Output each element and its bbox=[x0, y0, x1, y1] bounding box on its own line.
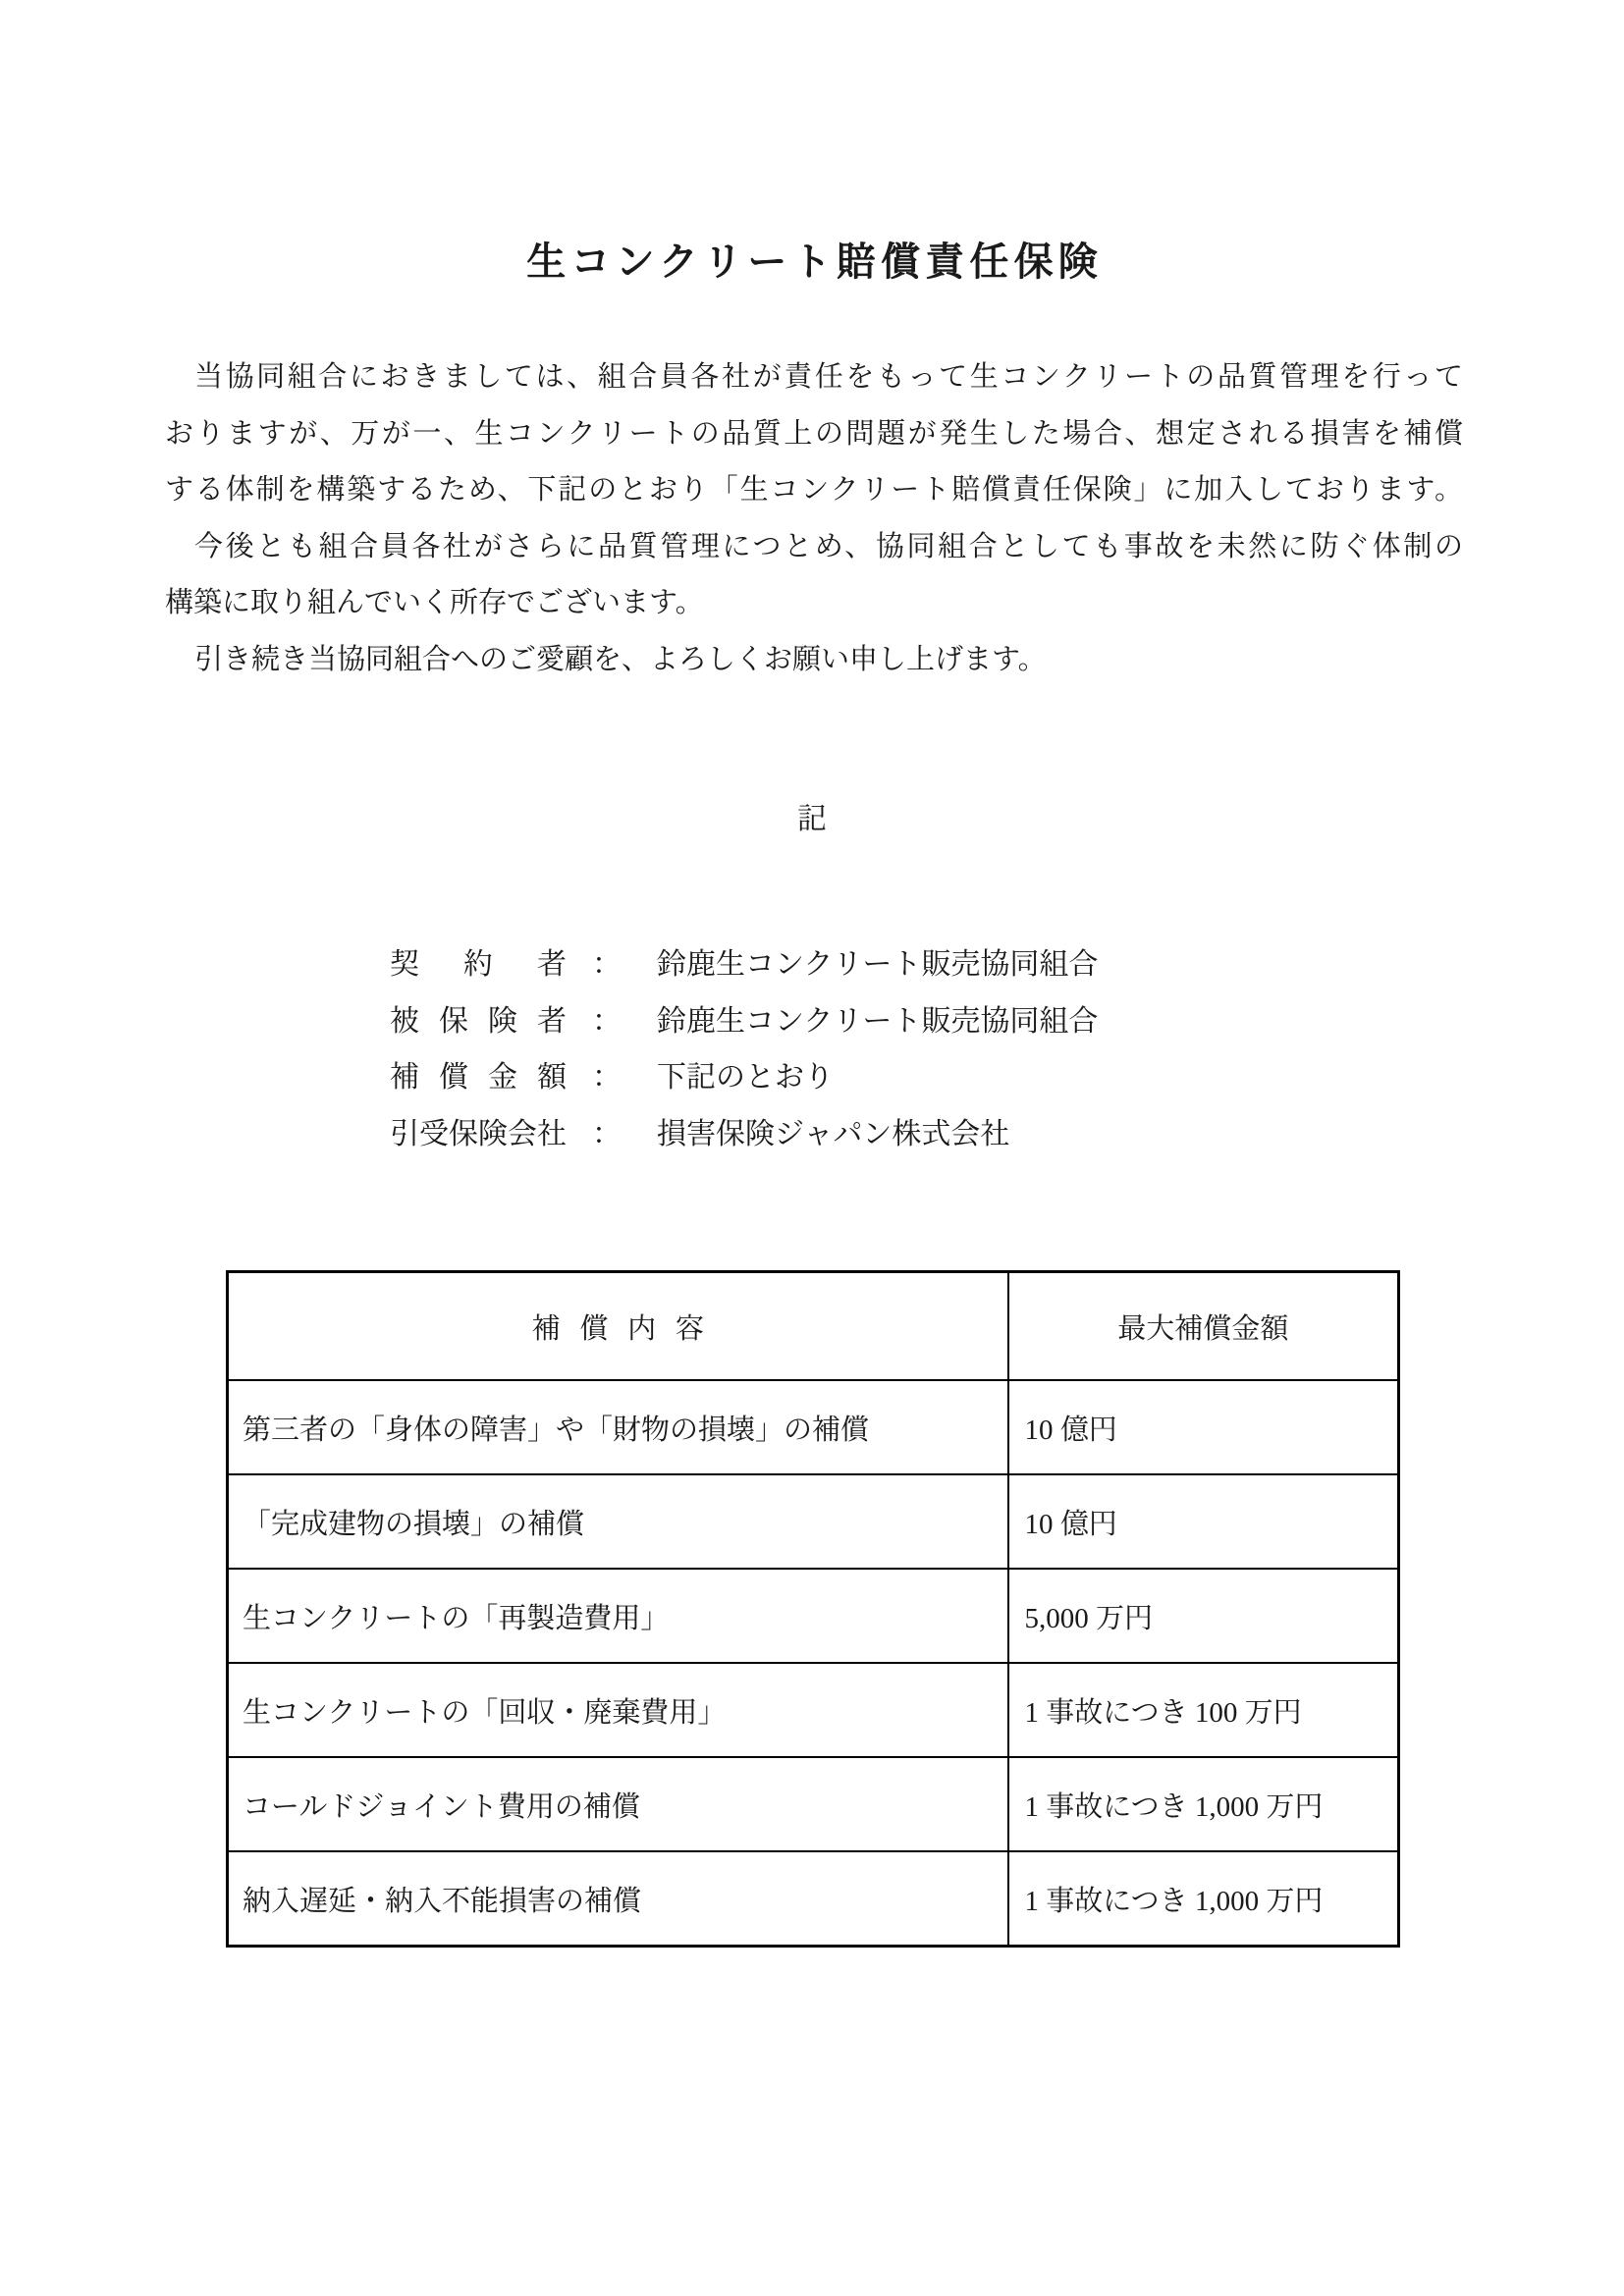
detail-row-underwriter bbox=[390, 1106, 1098, 1163]
body-text bbox=[165, 349, 1463, 688]
paragraph-line: 今後とも組合員各社がさらに品質管理につとめ、協同組合としても事故を未然に防ぐ体制の bbox=[194, 530, 1463, 562]
table-cell-amount: 1 事故につき 100 万円 bbox=[1008, 1663, 1399, 1757]
detail-label: 補償金額 bbox=[390, 1061, 567, 1094]
paragraph-line: する体制を構築するため、下記のとおり「生コンクリート賠償責任保険」に加入しております。 bbox=[165, 474, 1463, 506]
paragraph-line: 当協同組合におきましては、組合員各社が責任をもって生コンクリートの品質管理を行って bbox=[194, 361, 1463, 393]
table-row bbox=[228, 1569, 1399, 1663]
page-title: 生コンクリート賠償責任保険 bbox=[526, 239, 1103, 284]
paragraph-line: おりますが、万が一、生コンクリートの品質上の問題が発生した場合、想定される損害を補償 bbox=[165, 417, 1463, 450]
table-cell-amount: 5,000 万円 bbox=[1008, 1569, 1399, 1663]
detail-value: 鈴鹿生コンクリート販売協同組合 bbox=[657, 1004, 1099, 1038]
paragraph-line: 引き続き当協同組合へのご愛顧を、よろしくお願い申し上げます。 bbox=[194, 643, 1047, 675]
column-header-coverage: 補償内容 bbox=[228, 1272, 1008, 1381]
contract-details bbox=[390, 936, 1098, 1162]
detail-value: 鈴鹿生コンクリート販売協同組合 bbox=[657, 948, 1099, 981]
table-row bbox=[228, 1663, 1399, 1757]
table-cell-amount: 1 事故につき 1,000 万円 bbox=[1008, 1757, 1399, 1851]
table-row bbox=[228, 1380, 1399, 1474]
detail-label: 契約者 bbox=[390, 948, 567, 981]
paragraph-line: 構築に取り組んでいく所存でございます。 bbox=[165, 587, 704, 618]
detail-row-contractor bbox=[390, 936, 1098, 993]
table-cell-coverage: 「完成建物の損壊」の補償 bbox=[228, 1474, 1008, 1569]
detail-label: 被保険者 bbox=[390, 1004, 567, 1038]
detail-colon: ： bbox=[592, 1061, 622, 1094]
table-cell-coverage: コールドジョイント費用の補償 bbox=[228, 1757, 1008, 1851]
table-row bbox=[228, 1851, 1399, 1947]
table-cell-coverage: 生コンクリートの「回収・廃棄費用」 bbox=[228, 1663, 1008, 1757]
detail-row-insured bbox=[390, 993, 1098, 1050]
detail-row-compensation bbox=[390, 1049, 1098, 1106]
table-row bbox=[228, 1474, 1399, 1569]
table-cell-amount: 10 億円 bbox=[1008, 1474, 1399, 1569]
detail-value: 損害保険ジャパン株式会社 bbox=[657, 1117, 1010, 1150]
detail-label: 引受保険会社 bbox=[390, 1117, 567, 1150]
table-cell-amount: 1 事故につき 1,000 万円 bbox=[1008, 1851, 1399, 1947]
coverage-table bbox=[226, 1270, 1400, 1948]
column-header-amount: 最大補償金額 bbox=[1008, 1272, 1399, 1381]
table-row bbox=[228, 1757, 1399, 1851]
table-header-row bbox=[228, 1272, 1399, 1381]
detail-colon: ： bbox=[592, 1117, 622, 1150]
table-cell-coverage: 第三者の「身体の障害」や「財物の損壊」の補償 bbox=[228, 1380, 1008, 1474]
record-marker: 記 bbox=[797, 803, 827, 835]
table-cell-amount: 10 億円 bbox=[1008, 1380, 1399, 1474]
detail-colon: ： bbox=[592, 1004, 622, 1038]
table-cell-coverage: 納入遅延・納入不能損害の補償 bbox=[228, 1851, 1008, 1947]
table-cell-coverage: 生コンクリートの「再製造費用」 bbox=[228, 1569, 1008, 1663]
detail-value: 下記のとおり bbox=[657, 1061, 834, 1094]
detail-colon: ： bbox=[592, 948, 622, 981]
